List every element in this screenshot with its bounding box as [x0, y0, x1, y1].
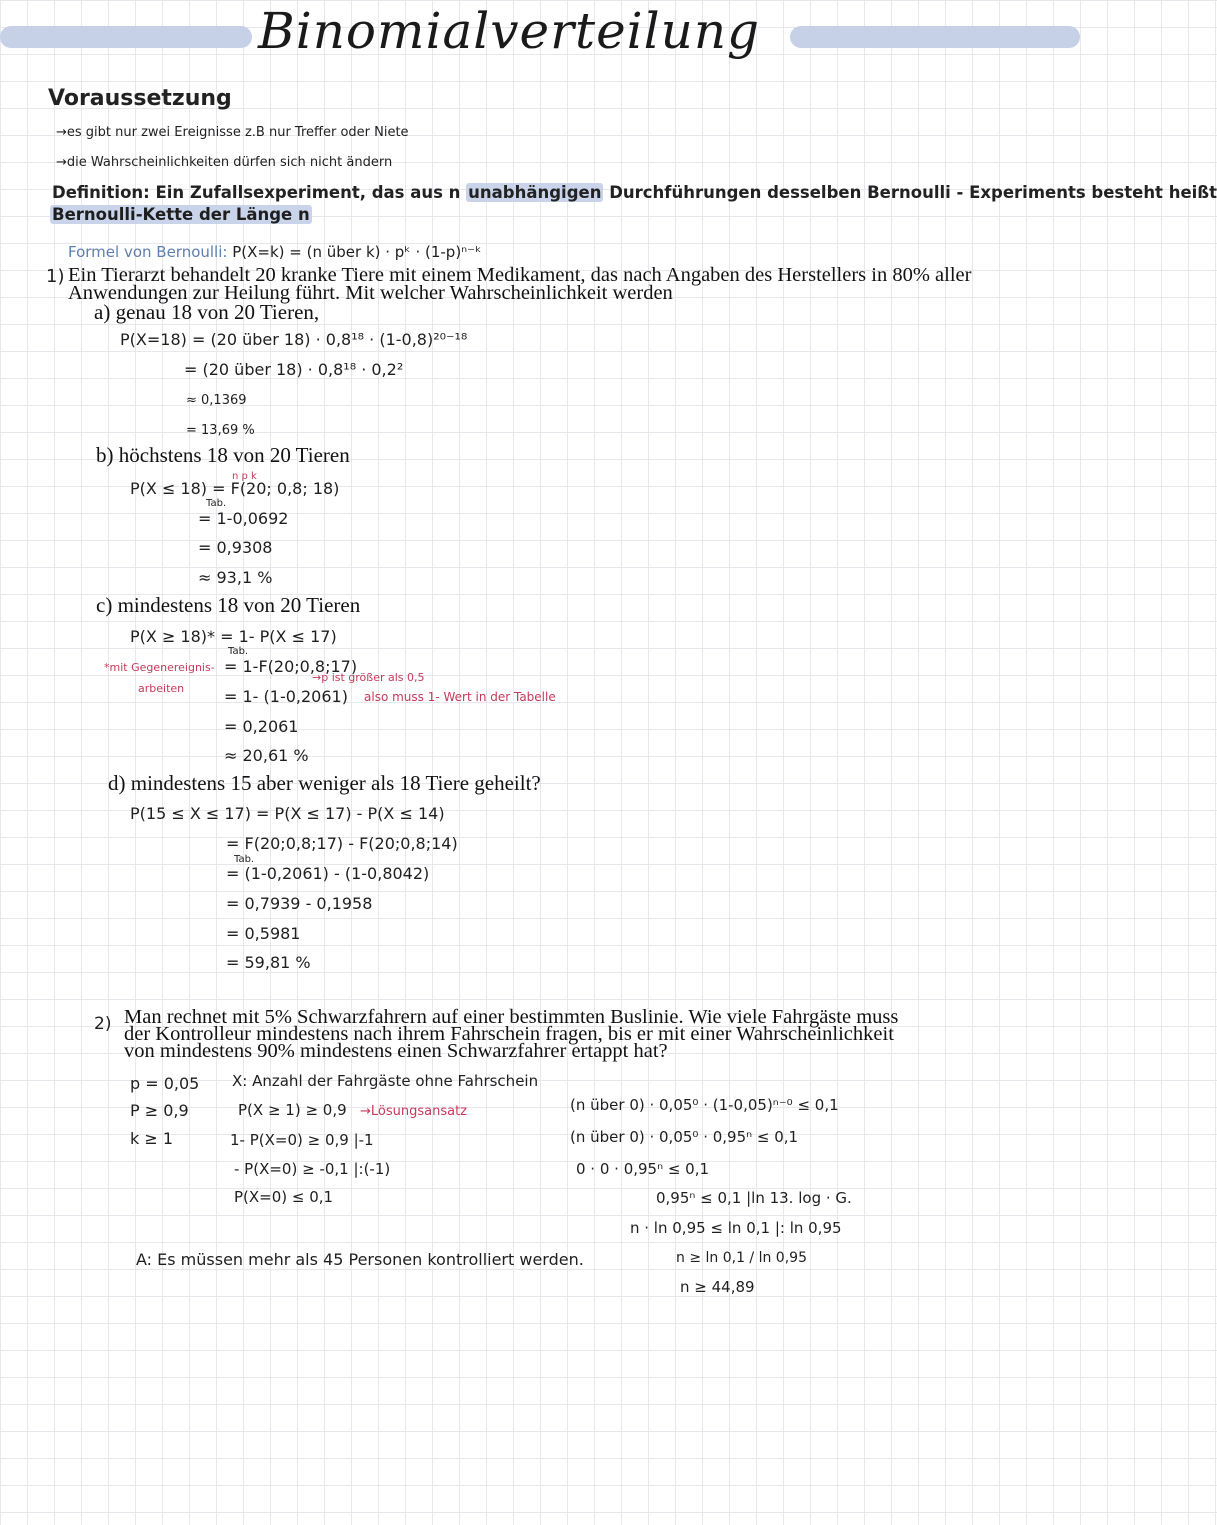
task1-b-tab: Tab.: [206, 498, 227, 509]
task1-c-line-2: = 1-F(20;0,8;17): [224, 657, 358, 676]
task1-a-line-1: P(X=18) = (20 über 18) · 0,8¹⁸ · (1-0,8)²⁰⁻¹⁸: [120, 330, 468, 349]
definition-prefix: Definition: Ein Zufallsexperiment, das aus n: [52, 183, 467, 202]
task2-ansatz: →Lösungsansatz: [360, 1104, 468, 1119]
task1-c-label: c) mindestens 18 von 20 Tieren: [96, 593, 361, 617]
task2-text-3: von mindestens 90% mindestens einen Schwarzfahrer ertappt hat?: [124, 1040, 668, 1062]
task2-right-5: n · ln 0,95 ≤ ln 0,1 |: ln 0,95: [630, 1219, 842, 1237]
task1-d-line-1: P(15 ≤ X ≤ 17) = P(X ≤ 17) - P(X ≤ 14): [130, 804, 445, 823]
task1-d-line-6: = 59,81 %: [226, 953, 311, 972]
task2-text-1: Man rechnet mit 5% Schwarzfahrern auf einer bestimmten Buslinie. Wie viele Fahrgäste muss: [124, 1006, 899, 1028]
definition: [52, 183, 1217, 202]
task2-given-2: P ≥ 0,9: [130, 1101, 189, 1120]
task2-right-7: n ≥ 44,89: [680, 1278, 755, 1296]
definition-highlight: unabhängigen: [468, 183, 602, 202]
task1-a-label: a) genau 18 von 20 Tieren,: [94, 300, 320, 324]
task1-a-line-4: = 13,69 %: [186, 423, 255, 438]
task1-text-2: Anwendungen zur Heilung führt. Mit welcher Wahrscheinlichkeit werden: [68, 282, 673, 304]
task2-right-4: 0,95ⁿ ≤ 0,1 |ln 13. log · G.: [656, 1189, 852, 1207]
task2-given-3: k ≥ 1: [130, 1129, 174, 1148]
task2-middle-2: 1- P(X=0) ≥ 0,9 |-1: [230, 1131, 374, 1149]
task1-b-line-2: = 1-0,0692: [198, 509, 289, 528]
title-bar-right: [790, 26, 1080, 48]
task2-right-3: 0 · 0 · 0,95ⁿ ≤ 0,1: [576, 1160, 710, 1178]
task2-middle-4: P(X=0) ≤ 0,1: [234, 1188, 334, 1206]
task2-right-1: (n über 0) · 0,05⁰ · (1-0,05)ⁿ⁻⁰ ≤ 0,1: [570, 1096, 839, 1114]
voraussetzung-bullet-2: →die Wahrscheinlichkeiten dürfen sich nicht ändern: [56, 155, 393, 170]
task1-c-line-3: = 1- (1-0,2061): [224, 687, 348, 706]
task2-answer: A: Es müssen mehr als 45 Personen kontrolliert werden.: [136, 1250, 584, 1269]
task2-given-1: p = 0,05: [130, 1074, 200, 1093]
definition-suffix: Durchführungen desselben Bernoulli - Experiments besteht heißt: [603, 183, 1217, 202]
task1-c-side-note-1: *mit Gegenereignis-: [104, 661, 215, 674]
task2-right-6: n ≥ ln 0,1 / ln 0,95: [676, 1250, 807, 1266]
task1-b-line-1: P(X ≤ 18) = F(20; 0,8; 18): [130, 479, 340, 498]
page-title: Binomialverteilung: [258, 2, 761, 60]
task1-b-line-4: ≈ 93,1 %: [198, 568, 273, 587]
definition-term: Bernoulli-Kette der Länge n: [52, 205, 310, 224]
task1-number: 1): [46, 266, 65, 287]
task1-b-label: b) höchstens 18 von 20 Tieren: [96, 443, 350, 467]
definition-line2: [50, 205, 312, 224]
task1-c-line-5: ≈ 20,61 %: [224, 746, 309, 765]
formel-label: Formel von Bernoulli:: [68, 243, 228, 261]
task1-a-line-2: = (20 über 18) · 0,8¹⁸ · 0,2²: [184, 360, 404, 379]
task1-d-tab: Tab.: [234, 854, 255, 865]
task1-d-line-3: = (1-0,2061) - (1-0,8042): [226, 864, 430, 883]
task1-c-p-note-2: also muss 1- Wert in der Tabelle: [364, 690, 556, 704]
task1-b-line-3: = 0,9308: [198, 538, 273, 557]
formel-row: [68, 243, 481, 261]
task1-c-p-note: →p ist größer als 0,5: [312, 671, 425, 684]
voraussetzung-heading: Voraussetzung: [48, 86, 232, 111]
task1-c-tab: Tab.: [228, 646, 249, 657]
task2-number: 2): [94, 1014, 112, 1034]
formel-expr: P(X=k) = (n über k) · pᵏ · (1-p)ⁿ⁻ᵏ: [232, 243, 482, 261]
title-bar-left: [0, 26, 252, 48]
task1-a-line-3: ≈ 0,1369: [186, 393, 247, 408]
task2-middle-3: - P(X=0) ≥ -0,1 |:(-1): [234, 1160, 391, 1178]
task1-text-1: Ein Tierarzt behandelt 20 kranke Tiere mit einem Medikament, das nach Angaben des Herstellers in 80% aller: [68, 264, 972, 286]
voraussetzung-bullet-1: →es gibt nur zwei Ereignisse z.B nur Treffer oder Niete: [56, 125, 409, 140]
task2-right-2: (n über 0) · 0,05⁰ · 0,95ⁿ ≤ 0,1: [570, 1128, 799, 1146]
task1-b-annotation: n p k: [232, 471, 257, 482]
task1-c-line-1: P(X ≥ 18)* = 1- P(X ≤ 17): [130, 627, 337, 646]
task1-c-line-4: = 0,2061: [224, 717, 299, 736]
task1-d-line-5: = 0,5981: [226, 924, 301, 943]
task1-d-line-4: = 0,7939 - 0,1958: [226, 894, 373, 913]
task1-c-side-note-2: arbeiten: [138, 682, 185, 695]
task1-d-line-2: = F(20;0,8;17) - F(20;0,8;14): [226, 834, 458, 853]
task1-d-label: d) mindestens 15 aber weniger als 18 Tiere geheilt?: [108, 771, 541, 795]
task2-x-def: X: Anzahl der Fahrgäste ohne Fahrschein: [232, 1072, 539, 1090]
task2-text-2: der Kontrolleur mindestens nach ihrem Fahrschein fragen, bis er mit einer Wahrscheinlichkeit: [124, 1023, 894, 1045]
task2-middle-1: P(X ≥ 1) ≥ 0,9: [238, 1101, 347, 1119]
